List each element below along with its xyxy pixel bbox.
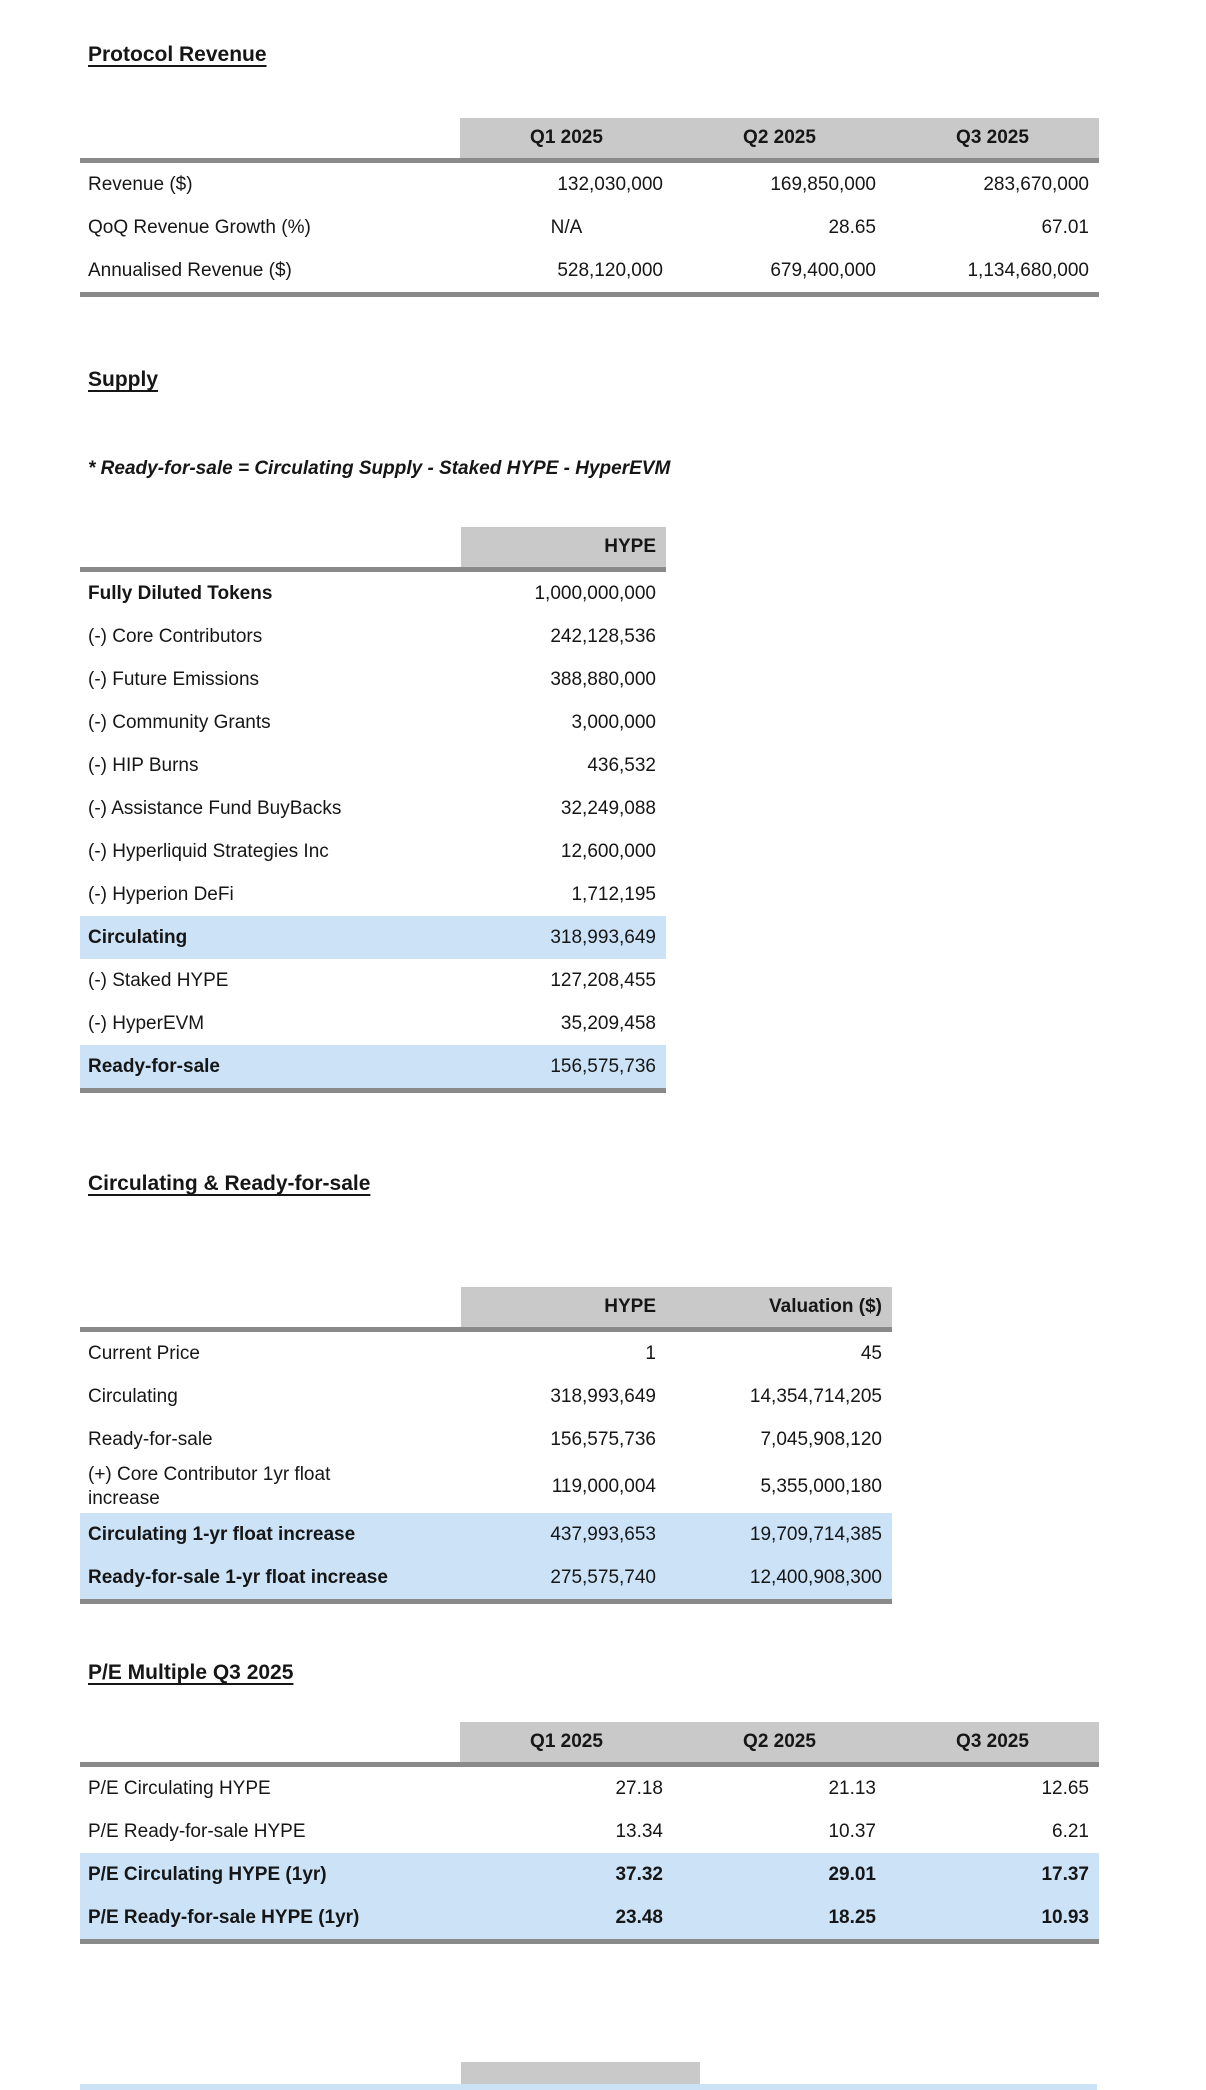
row-label: (-) HyperEVM	[88, 1012, 205, 1034]
section-heading-supply: Supply	[88, 368, 159, 391]
cell-value: 437,993,653	[550, 1523, 656, 1545]
cell-value: 242,128,536	[550, 625, 656, 647]
section-heading-pe-multiple: P/E Multiple Q3 2025	[88, 1661, 294, 1684]
table-row	[80, 701, 666, 744]
cell-value: 27.18	[615, 1777, 663, 1799]
cell-value: 1,134,680,000	[967, 259, 1089, 281]
table-row	[80, 1810, 1099, 1853]
table-row	[80, 744, 666, 787]
row-label: (-) Future Emissions	[88, 668, 260, 690]
header-column-group	[460, 1722, 1099, 1762]
cell-value: 1	[645, 1342, 656, 1364]
table-row	[80, 1375, 892, 1418]
row-label: P/E Circulating HYPE	[88, 1777, 271, 1799]
table-header-row	[80, 118, 1099, 163]
row-label: P/E Circulating HYPE (1yr)	[88, 1863, 327, 1885]
cell-value: 18.25	[828, 1906, 876, 1928]
cell-value: 17.37	[1041, 1863, 1089, 1885]
cell-value: 10.37	[828, 1820, 876, 1842]
column-header: Q2 2025	[743, 127, 816, 148]
cell-value: 318,993,649	[550, 926, 656, 948]
section-heading-protocol-revenue: Protocol Revenue	[88, 43, 267, 66]
row-label: (-) Core Contributors	[88, 625, 263, 647]
cell-value: 119,000,004	[551, 1476, 656, 1497]
table-row	[80, 1853, 1099, 1896]
cell-value: 7,045,908,120	[760, 1428, 882, 1450]
table-row	[80, 787, 666, 830]
table-row	[80, 873, 666, 916]
table-row	[80, 1896, 1099, 1939]
cell-value: 21.13	[828, 1777, 876, 1799]
row-label: (-) HIP Burns	[88, 754, 199, 776]
cell-value: 388,880,000	[550, 668, 656, 690]
table-row	[80, 206, 1099, 249]
cell-value: 23.48	[615, 1906, 663, 1928]
protocol-revenue-table	[80, 118, 1099, 297]
table-row	[80, 163, 1099, 206]
header-spacer	[80, 527, 461, 567]
supply-table	[80, 527, 666, 1093]
cell-value: 3,000,000	[571, 711, 656, 733]
row-label: QoQ Revenue Growth (%)	[88, 216, 311, 238]
column-header: Q3 2025	[956, 1731, 1029, 1752]
cell-value: 67.01	[1041, 216, 1089, 238]
column-header: Q2 2025	[743, 1731, 816, 1752]
column-header: Valuation ($)	[769, 1296, 882, 1317]
cell-value: 12,600,000	[560, 840, 656, 862]
cell-value: 127,208,455	[550, 969, 656, 991]
cell-value: 14,354,714,205	[749, 1385, 882, 1407]
table-header-row	[80, 1722, 1099, 1767]
cell-value: 28.65	[828, 216, 876, 238]
cell-value: 528,120,000	[557, 259, 663, 281]
row-label: P/E Ready-for-sale HYPE (1yr)	[88, 1906, 360, 1928]
row-label: (-) Community Grants	[88, 711, 271, 733]
cell-value: 275,575,740	[550, 1566, 656, 1588]
row-label: (-) Hyperliquid Strategies Inc	[88, 840, 329, 862]
cell-value: 12,400,908,300	[749, 1566, 882, 1588]
table-row	[80, 1767, 1099, 1810]
table-row	[80, 830, 666, 873]
cell-value: 6.21	[1052, 1820, 1089, 1842]
table-row	[80, 615, 666, 658]
table-header-row	[80, 527, 666, 572]
table-row	[80, 1418, 892, 1461]
cell-value: 29.01	[828, 1863, 876, 1885]
table-row	[80, 658, 666, 701]
column-header: Q1 2025	[530, 1731, 603, 1752]
cell-value: 37.32	[615, 1863, 663, 1885]
row-label: Fully Diluted Tokens	[88, 582, 273, 604]
cell-value: 19,709,714,385	[749, 1523, 882, 1545]
table-row	[80, 1045, 666, 1088]
cell-value: 283,670,000	[983, 173, 1089, 195]
row-label: Circulating	[88, 1385, 178, 1407]
header-spacer	[80, 118, 460, 158]
cell-value: 169,850,000	[770, 173, 876, 195]
cell-value: 1,000,000,000	[534, 582, 656, 604]
header-spacer	[80, 1287, 461, 1327]
table-row	[80, 249, 1099, 292]
table-row	[80, 916, 666, 959]
table-row	[80, 1002, 666, 1045]
row-label: (-) Staked HYPE	[88, 969, 229, 991]
next-table-header-partial	[461, 2062, 700, 2086]
row-label: (+) Core Contributor 1yr float increase	[88, 1464, 331, 1509]
cell-value: 32,249,088	[560, 797, 656, 819]
cell-value: 12.65	[1041, 1777, 1089, 1799]
row-label: (-) Hyperion DeFi	[88, 883, 234, 905]
cell-value: 1,712,195	[571, 883, 656, 905]
cell-value: 5,355,000,180	[760, 1476, 882, 1497]
row-label: Ready-for-sale	[88, 1055, 220, 1077]
row-label: Circulating 1-yr float increase	[88, 1523, 356, 1545]
table-row	[80, 1513, 892, 1556]
table-row	[80, 959, 666, 1002]
row-label: Circulating	[88, 926, 188, 948]
ready-for-sale-definition-note: * Ready-for-sale = Circulating Supply - Staked HYPE - HyperEVM	[88, 458, 671, 479]
cell-value: 45	[860, 1342, 882, 1364]
next-table-row-partial	[80, 2084, 1097, 2090]
column-header: HYPE	[604, 536, 656, 557]
row-label: Ready-for-sale 1-yr float increase	[88, 1566, 388, 1588]
cell-value: 35,209,458	[560, 1012, 656, 1034]
cell-value: 10.93	[1041, 1906, 1089, 1928]
row-label: Ready-for-sale	[88, 1428, 213, 1450]
column-header: Q3 2025	[956, 127, 1029, 148]
table-row	[80, 1556, 892, 1599]
header-column-group	[461, 527, 666, 567]
table-row	[80, 1461, 892, 1513]
table-row	[80, 572, 666, 615]
cell-value: 679,400,000	[770, 259, 876, 281]
header-column-group	[461, 1287, 892, 1327]
cell-value: 156,575,736	[550, 1428, 656, 1450]
cell-value: 132,030,000	[557, 173, 663, 195]
section-heading-circulating-ready-for-sale: Circulating & Ready-for-sale	[88, 1172, 371, 1195]
circulating-ready-for-sale-table	[80, 1287, 892, 1604]
row-label: Annualised Revenue ($)	[88, 259, 292, 281]
cell-value: 318,993,649	[550, 1385, 656, 1407]
table-row	[80, 1332, 892, 1375]
row-label: P/E Ready-for-sale HYPE	[88, 1820, 306, 1842]
row-label: Current Price	[88, 1342, 200, 1364]
cell-value: 13.34	[615, 1820, 663, 1842]
header-column-group	[460, 118, 1099, 158]
cell-value: 436,532	[587, 754, 656, 776]
header-spacer	[80, 1722, 460, 1762]
row-label: (-) Assistance Fund BuyBacks	[88, 797, 342, 819]
cell-value: 156,575,736	[550, 1055, 656, 1077]
row-label: Revenue ($)	[88, 173, 193, 195]
pe-multiple-table	[80, 1722, 1099, 1944]
cell-value: N/A	[550, 216, 583, 238]
column-header: Q1 2025	[530, 127, 603, 148]
column-header: HYPE	[604, 1296, 656, 1317]
table-header-row	[80, 1287, 892, 1332]
